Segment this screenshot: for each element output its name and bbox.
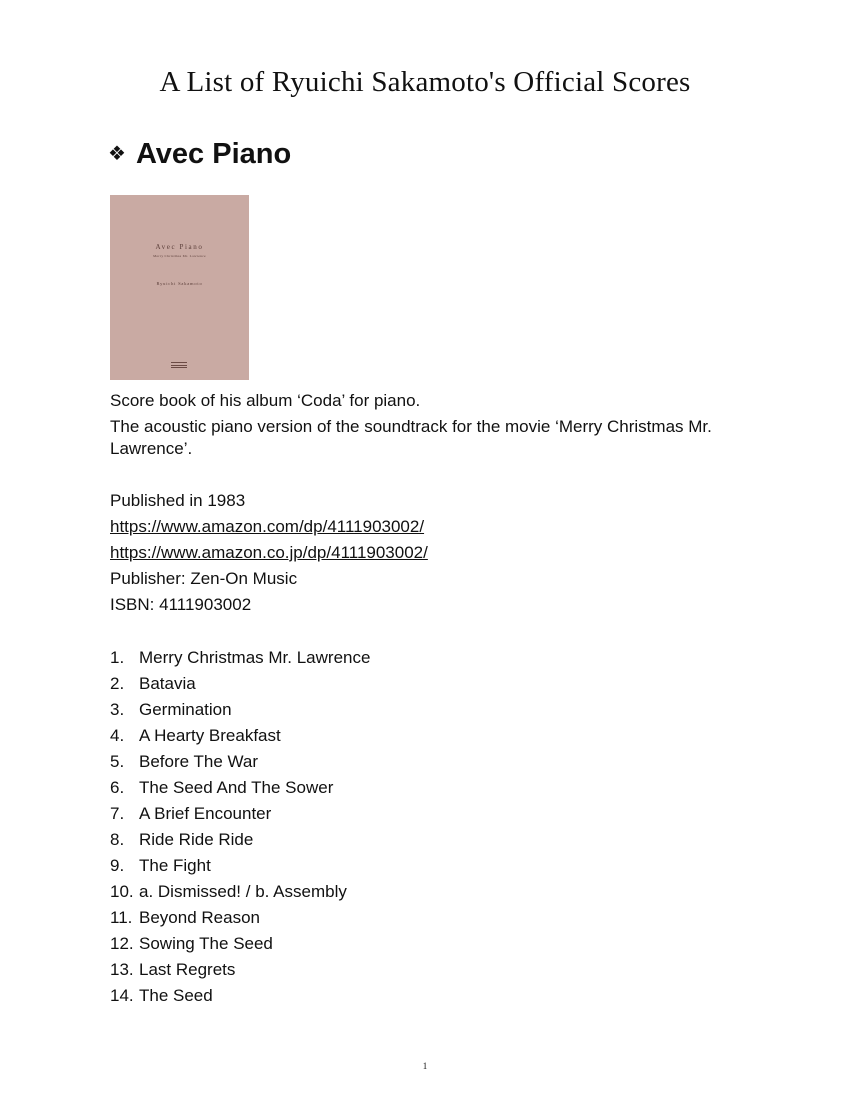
amazon-com-link[interactable]: https://www.amazon.com/dp/4111903002/ (110, 517, 425, 536)
track-number: 3. (110, 700, 125, 719)
track-title: A Hearty Breakfast (139, 726, 281, 745)
track-number: 4. (110, 726, 125, 745)
track-list (110, 645, 370, 1009)
description-line: The acoustic piano version of the soundtrack for the movie ‘Merry Christmas Mr. Lawrence’. (110, 417, 712, 458)
track-title: Last Regrets (139, 960, 236, 979)
page-title: A List of Ryuichi Sakamoto's Official Scores (159, 66, 691, 98)
list-item (110, 853, 370, 879)
isbn: ISBN: 4111903002 (110, 595, 252, 614)
list-item (110, 801, 370, 827)
track-number: 6. (110, 778, 125, 797)
track-title: Sowing The Seed (139, 934, 273, 953)
published-year: Published in 1983 (110, 491, 246, 510)
track-number: 2. (110, 674, 125, 693)
list-item (110, 905, 370, 931)
track-number: 8. (110, 830, 125, 849)
cover-subtitle: Merry Christmas Mr. Lawrence (153, 254, 206, 258)
list-item (110, 697, 370, 723)
track-number: 10. (110, 882, 134, 901)
track-number: 12. (110, 934, 134, 953)
list-item (110, 749, 370, 775)
list-item (110, 931, 370, 957)
list-item (110, 645, 370, 671)
track-title: Merry Christmas Mr. Lawrence (139, 648, 371, 667)
track-title: Batavia (139, 674, 196, 693)
track-title: The Fight (139, 856, 211, 875)
track-number: 13. (110, 960, 134, 979)
track-title: The Seed (139, 986, 213, 1005)
track-title: Ride Ride Ride (139, 830, 254, 849)
list-item (110, 983, 370, 1009)
track-title: The Seed And The Sower (139, 778, 334, 797)
score-cover-image (110, 195, 249, 380)
track-title: Beyond Reason (139, 908, 260, 927)
section-heading (108, 138, 291, 171)
track-title: Before The War (139, 752, 259, 771)
track-number: 1. (110, 648, 125, 667)
track-number: 14. (110, 986, 134, 1005)
track-number: 11. (110, 908, 133, 927)
list-item (110, 957, 370, 983)
list-item (110, 827, 370, 853)
publisher-logo-icon (171, 362, 187, 371)
list-item (110, 775, 370, 801)
amazon-jp-link[interactable]: https://www.amazon.co.jp/dp/4111903002/ (110, 543, 428, 562)
track-title: a. Dismissed! / b. Assembly (139, 882, 347, 901)
cover-title: Avec Piano (155, 243, 204, 251)
cover-author: Ryuichi Sakamoto (156, 281, 203, 286)
list-item (110, 671, 370, 697)
track-number: 9. (110, 856, 125, 875)
description-line: Score book of his album ‘Coda’ for piano. (110, 391, 421, 410)
diamond-bullet-icon: ❖ (108, 143, 126, 165)
list-item (110, 879, 370, 905)
description (110, 390, 750, 464)
page-number: 1 (422, 1061, 428, 1071)
list-item (110, 723, 370, 749)
track-title: A Brief Encounter (139, 804, 272, 823)
publication-info (110, 488, 750, 618)
track-number: 5. (110, 752, 125, 771)
section-heading-text: Avec Piano (135, 138, 292, 170)
track-number: 7. (110, 804, 125, 823)
publisher: Publisher: Zen-On Music (110, 569, 298, 588)
track-title: Germination (139, 700, 232, 719)
